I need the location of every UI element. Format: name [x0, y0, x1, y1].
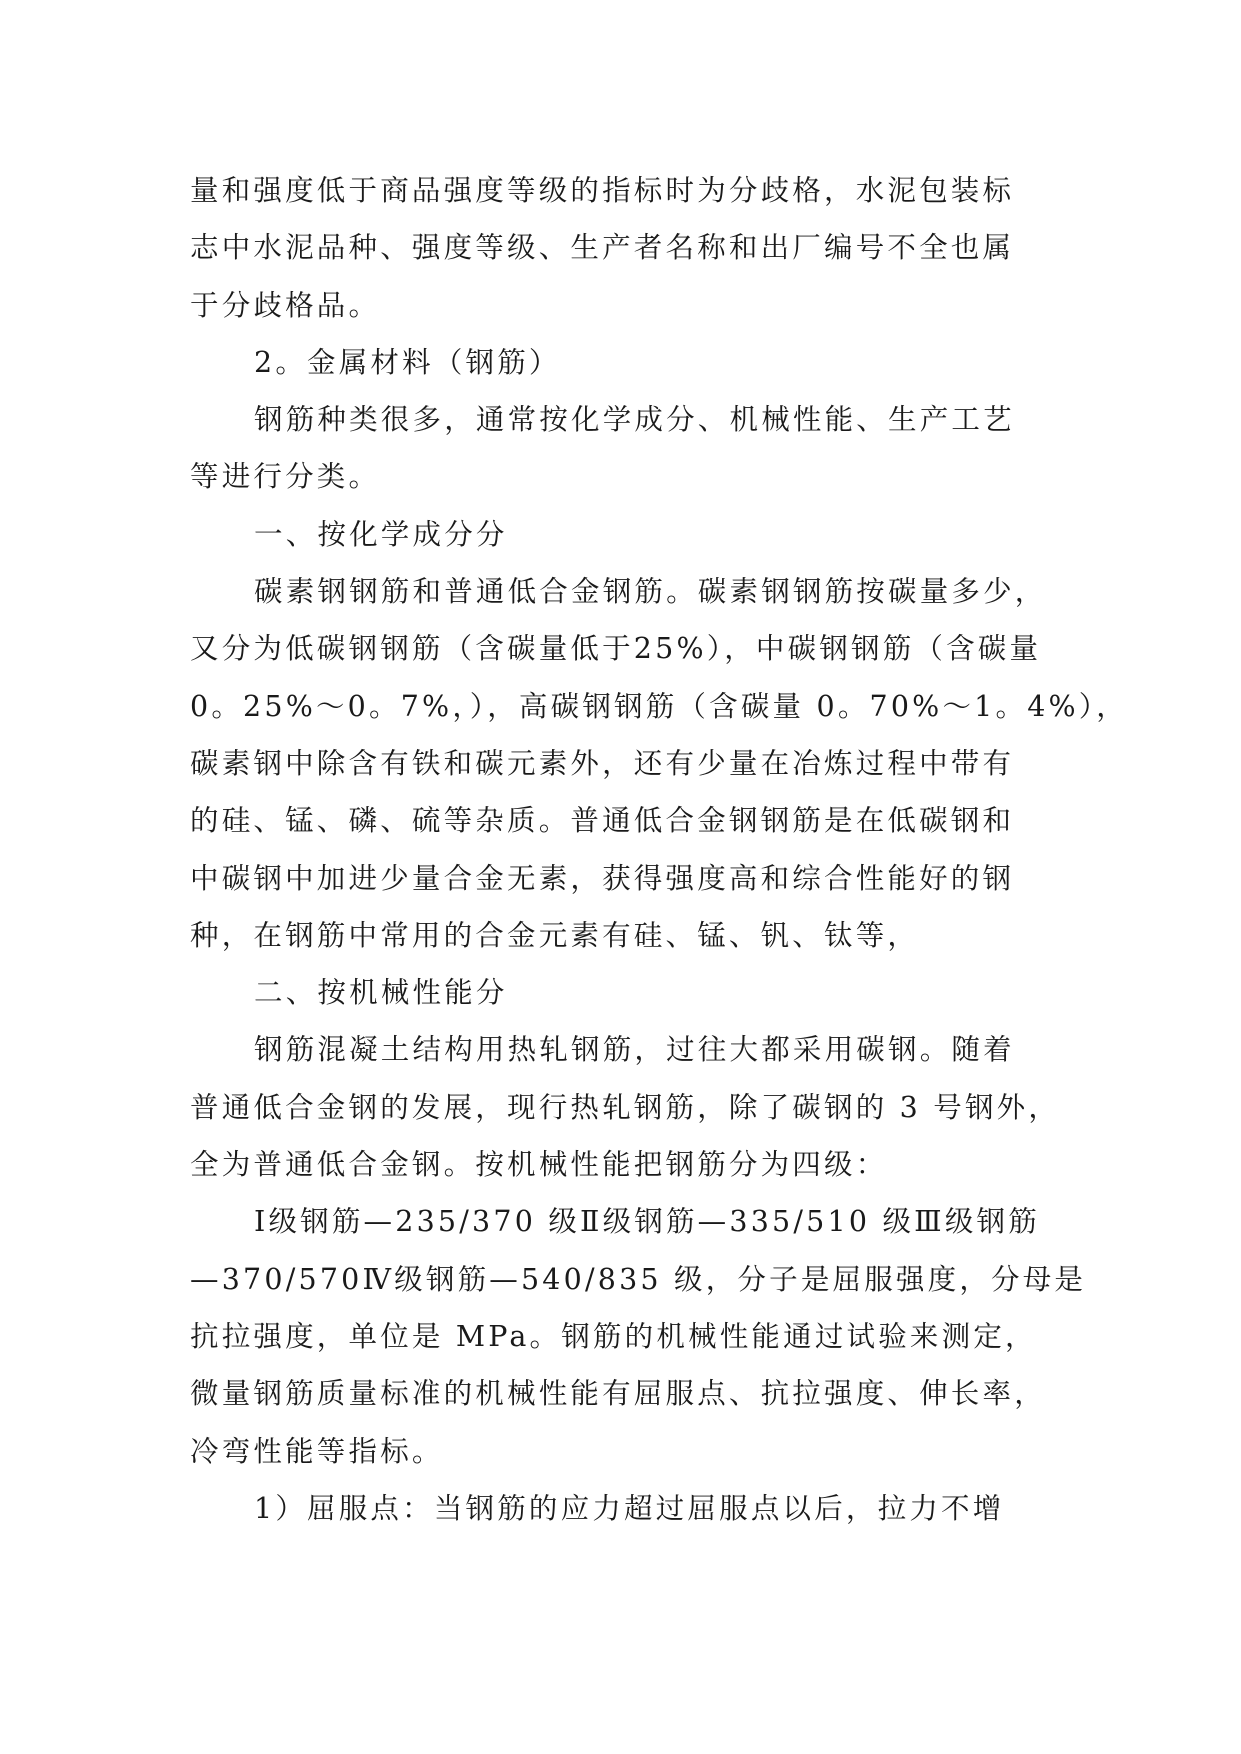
text-line: 冷弯性能等指标。 — [190, 1434, 444, 1468]
text-line: 全为普通低合金钢。按机械性能把钢筋分为四级： — [190, 1148, 888, 1182]
text-line: 量和强度低于商品强度等级的指标时为分歧格，水泥包装标 — [190, 174, 1015, 207]
paragraph-start: 碳素钢钢筋和普通低合金钢筋。碳素钢钢筋按碳量多少， — [254, 575, 1047, 609]
text-line: 中碳钢中加进少量合金无素，获得强度高和综合性能好的钢 — [190, 861, 1015, 895]
section-heading: 一、按化学成分分 — [254, 517, 508, 551]
body-text — [190, 162, 1128, 1537]
text-line: 种，在钢筋中常用的合金元素有硅、锰、钒、钛等， — [190, 918, 920, 952]
section-heading: 2。金属材料（钢筋） — [254, 345, 561, 379]
paragraph-start: 1）屈服点：当钢筋的应力超过屈服点以后，拉力不增 — [254, 1491, 1005, 1525]
text-line: 志中水泥品种、强度等级、生产者名称和出厂编号不全也属 — [190, 231, 1015, 265]
text-line: 于分歧格品。 — [190, 288, 381, 322]
text-line: —370/570Ⅳ级钢筋—540/835 级，分子是屈服强度，分母是 — [190, 1262, 1087, 1296]
text-line: 0。25%～0。7%，），高碳钢钢筋（含碳量 0。70%～1。4%）， — [190, 689, 1128, 723]
text-line: 碳素钢中除含有铁和碳元素外，还有少量在冶炼过程中带有 — [190, 746, 1015, 780]
text-line: 微量钢筋质量标准的机械性能有屈服点、抗拉强度、伸长率， — [190, 1377, 1046, 1411]
text-line: 等进行分类。 — [190, 460, 381, 494]
section-heading: 二、按机械性能分 — [254, 976, 508, 1010]
paragraph-start: 钢筋混凝土结构用热轧钢筋，过往大都采用碳钢。随着 — [254, 1033, 1015, 1067]
text-line: 的硅、锰、磷、硫等杂质。普通低合金钢钢筋是在低碳钢和 — [190, 804, 1015, 838]
text-line: 普通低合金钢的发展，现行热轧钢筋，除了碳钢的 3 号钢外， — [190, 1090, 1061, 1124]
text-line: 抗拉强度，单位是 MPa。钢筋的机械性能通过试验来测定， — [190, 1319, 1037, 1353]
text-line: 又分为低碳钢钢筋（含碳量低于25%），中碳钢钢筋（含碳量 — [190, 632, 1042, 666]
paragraph-start: 钢筋种类很多，通常按化学成分、机械性能、生产工艺 — [254, 403, 1015, 437]
paragraph-start: Ⅰ级钢筋—235/370 级Ⅱ级钢筋—335/510 级Ⅲ级钢筋 — [254, 1205, 1040, 1239]
